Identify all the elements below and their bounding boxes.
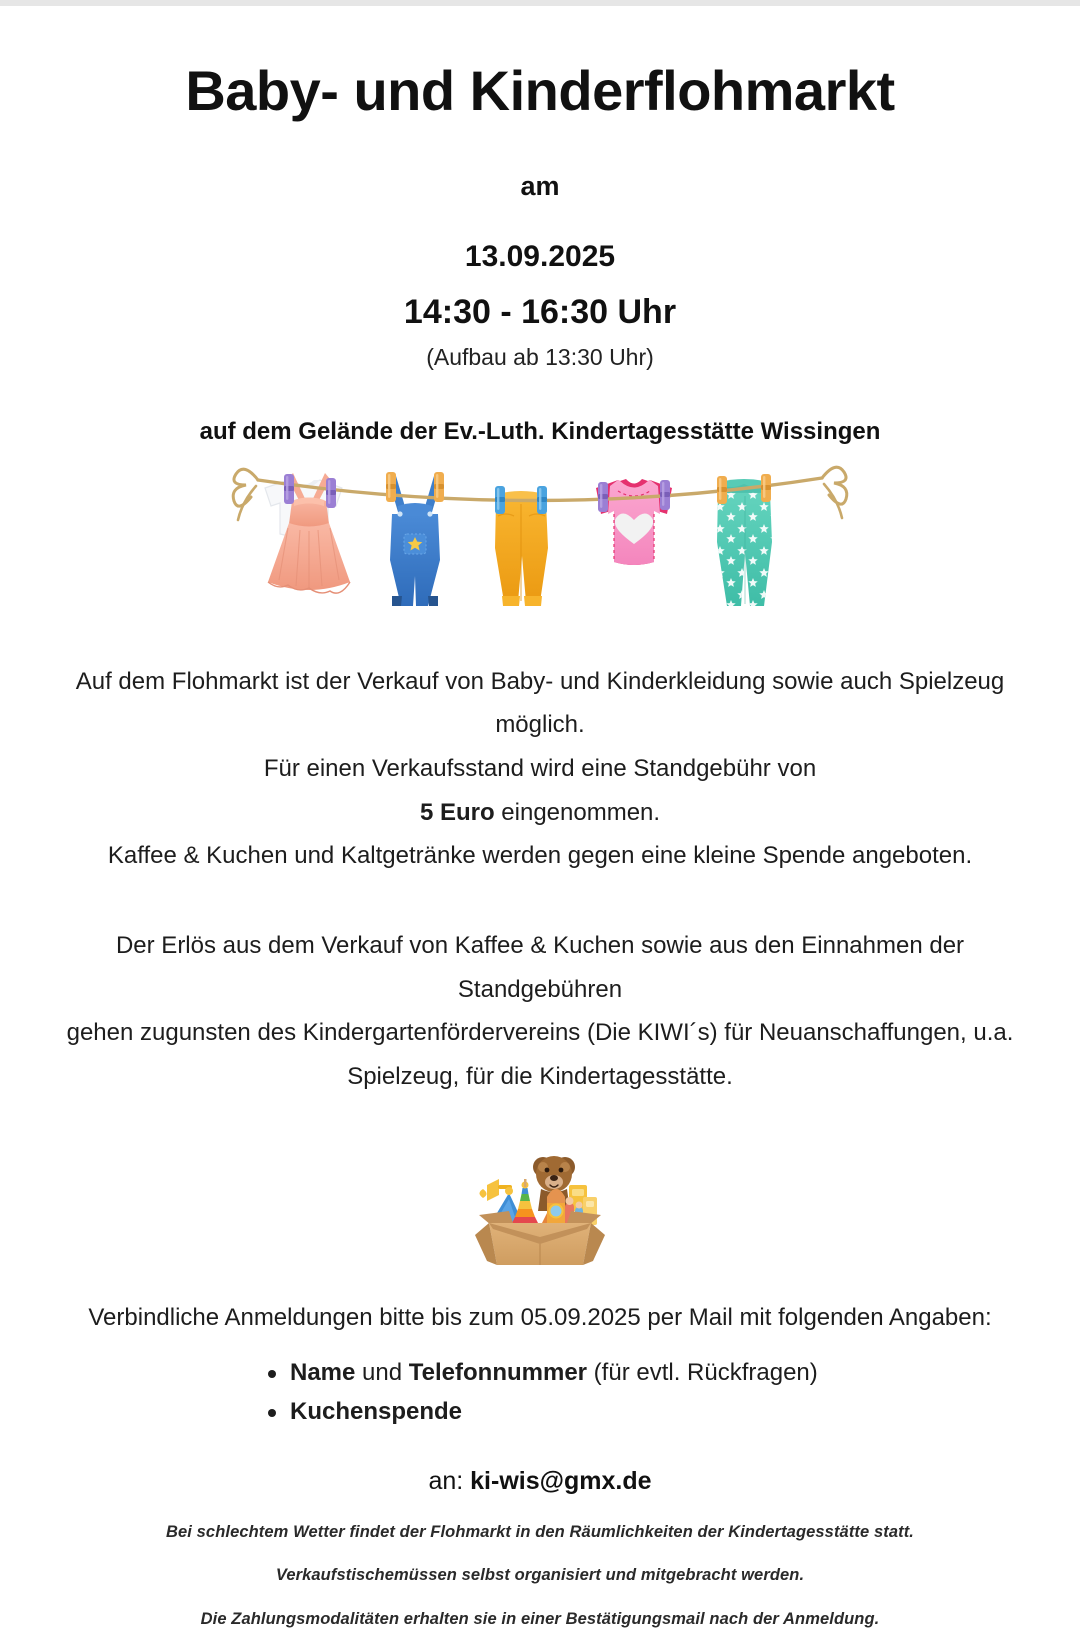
proceeds-paragraph bbox=[40, 924, 1040, 1099]
event-time: 14:30 - 16:30 Uhr bbox=[403, 292, 677, 331]
am-label: am bbox=[520, 170, 560, 201]
cardboard-box bbox=[475, 1211, 605, 1265]
proceeds-line-3: Spielzeug, für die Kindertagesstätte. bbox=[347, 1063, 733, 1091]
clothespin-orange-3 bbox=[717, 476, 727, 504]
intro-line-1: Auf dem Flohmarkt ist der Verkauf von Baby- und Kinderkleidung sowie auch Spielzeug bbox=[75, 667, 1005, 695]
stand-fee-amount: 5 Euro bbox=[419, 798, 495, 826]
list-item bbox=[260, 1354, 820, 1393]
bullet-dot-icon bbox=[268, 1370, 276, 1378]
clothespin-orange-2 bbox=[434, 472, 444, 502]
registration-deadline: Verbindliche Anmeldungen bitte bis zum 05.09.2025 per Mail mit folgenden Angaben: bbox=[88, 1303, 992, 1331]
clothespin-purple-1 bbox=[284, 474, 294, 504]
event-date: 13.09.2025 bbox=[464, 239, 616, 273]
clothespin-purple-3 bbox=[598, 482, 608, 512]
footnote-tables: Verkaufstischemüssen selbst organisiert und mitgebracht werden. bbox=[275, 1566, 805, 1585]
clothespin-orange-1 bbox=[386, 472, 396, 502]
contact-email-address[interactable]: ki-wis@gmx.de bbox=[470, 1466, 652, 1495]
stand-fee-rest: eingenommen. bbox=[494, 798, 661, 826]
bullet-dot-icon bbox=[268, 1409, 276, 1417]
clothespin-orange-4 bbox=[761, 474, 771, 502]
clothespin-blue-2 bbox=[537, 486, 547, 514]
footnotes bbox=[0, 1520, 1080, 1632]
contact-email-line bbox=[0, 1467, 1080, 1496]
clothespin-purple-2 bbox=[326, 478, 336, 508]
flyer-page bbox=[0, 6, 1080, 1628]
bullet-bold-1: Kuchenspende bbox=[290, 1397, 463, 1425]
registration-requirements-list bbox=[260, 1354, 820, 1432]
proceeds-line-2: gehen zugunsten des Kindergartenfördervereins (Die KIWI´s) für Neuanschaffungen, u.a. bbox=[66, 1019, 1014, 1047]
bullet-mid: und bbox=[355, 1358, 409, 1386]
clothespin-blue-1 bbox=[495, 486, 505, 514]
email-prefix: an: bbox=[428, 1466, 471, 1495]
setup-note: (Aufbau ab 13:30 Uhr) bbox=[426, 343, 654, 370]
page-title: Baby- und Kinderflohmarkt bbox=[185, 59, 895, 122]
intro-line-5: Kaffee & Kuchen und Kaltgetränke werden gegen eine kleine Spende angeboten. bbox=[107, 842, 973, 870]
intro-line-2: möglich. bbox=[495, 711, 585, 739]
stand-fee-line bbox=[60, 791, 1020, 835]
clothesline-illustration bbox=[0, 456, 1080, 636]
footnote-payment: Die Zahlungsmodalitäten erhalten sie in einer Bestätigungsmail nach der Anmeldung. bbox=[200, 1609, 880, 1628]
bullet-bold-1: Name bbox=[290, 1358, 356, 1386]
venue-line: auf dem Gelände der Ev.-Luth. Kindertagesstätte Wissingen bbox=[199, 417, 881, 445]
intro-line-3: Für einen Verkaufsstand wird eine Standgebühr von bbox=[263, 755, 817, 783]
intro-paragraph bbox=[60, 660, 1020, 878]
clothespin-purple-4 bbox=[660, 480, 670, 510]
list-item bbox=[260, 1393, 820, 1432]
bullet-rest: (für evtl. Rückfragen) bbox=[587, 1358, 818, 1386]
proceeds-line-1: Der Erlös aus dem Verkauf von Kaffee & Kuchen sowie aus den Einnahmen der Standgebühren bbox=[115, 932, 965, 1003]
footnote-weather: Bei schlechtem Wetter findet der Flohmarkt in den Räumlichkeiten der Kindertagesstätte statt. bbox=[166, 1522, 914, 1541]
toy-rainbow-stacking-rings bbox=[511, 1179, 539, 1225]
bullet-bold-2: Telefonnummer bbox=[408, 1358, 588, 1386]
toybox-illustration bbox=[0, 1141, 1080, 1276]
